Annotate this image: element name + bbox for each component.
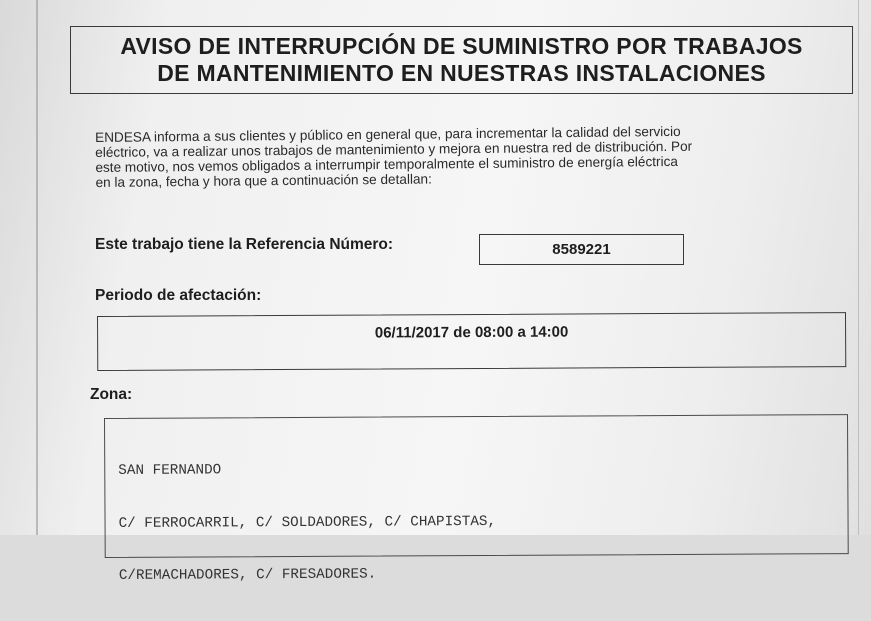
zone-line: SAN FERNANDO (118, 462, 222, 479)
intro-line: eléctrico, va a realizar unos trabajos de mantenimiento y mejora en nuestra red de distribución. Por (95, 138, 693, 160)
notice-title-line-2: DE MANTENIMIENTO EN NUESTRAS INSTALACIONES (157, 60, 766, 86)
notice-title-line-1: AVISO DE INTERRUPCIÓN DE SUMINISTRO POR TRABAJOS (120, 33, 803, 59)
notice-title-box (70, 26, 853, 94)
intro-line: en la zona, fecha y hora que a continuación se detallan: (95, 171, 432, 190)
reference-label: Este trabajo tiene la Referencia Número: (95, 236, 394, 253)
period-box (97, 312, 846, 371)
zone-text (118, 426, 497, 620)
reference-number-box (479, 234, 684, 265)
zone-line: C/ FERROCARRIL, C/ SOLDADORES, C/ CHAPISTAS, (118, 513, 497, 532)
paper-fold-right (858, 0, 859, 535)
paper-fold-left (36, 0, 38, 535)
intro-line: ENDESA informa a sus clientes y público en general que, para incrementar la calidad del servicio (95, 123, 681, 145)
reference-number: 8589221 (552, 241, 611, 258)
intro-paragraph (95, 122, 831, 190)
zone-label: Zona: (90, 386, 133, 403)
period-value: 06/11/2017 de 08:00 a 14:00 (374, 323, 569, 342)
zone-box (104, 414, 849, 584)
zone-line: C/REMACHADORES, C/ FRESADORES. (118, 566, 377, 584)
period-label: Periodo de afectación: (95, 287, 262, 304)
intro-line: este motivo, nos vemos obligados a interrumpir temporalmente el suministro de energía eléctrica (95, 153, 678, 175)
